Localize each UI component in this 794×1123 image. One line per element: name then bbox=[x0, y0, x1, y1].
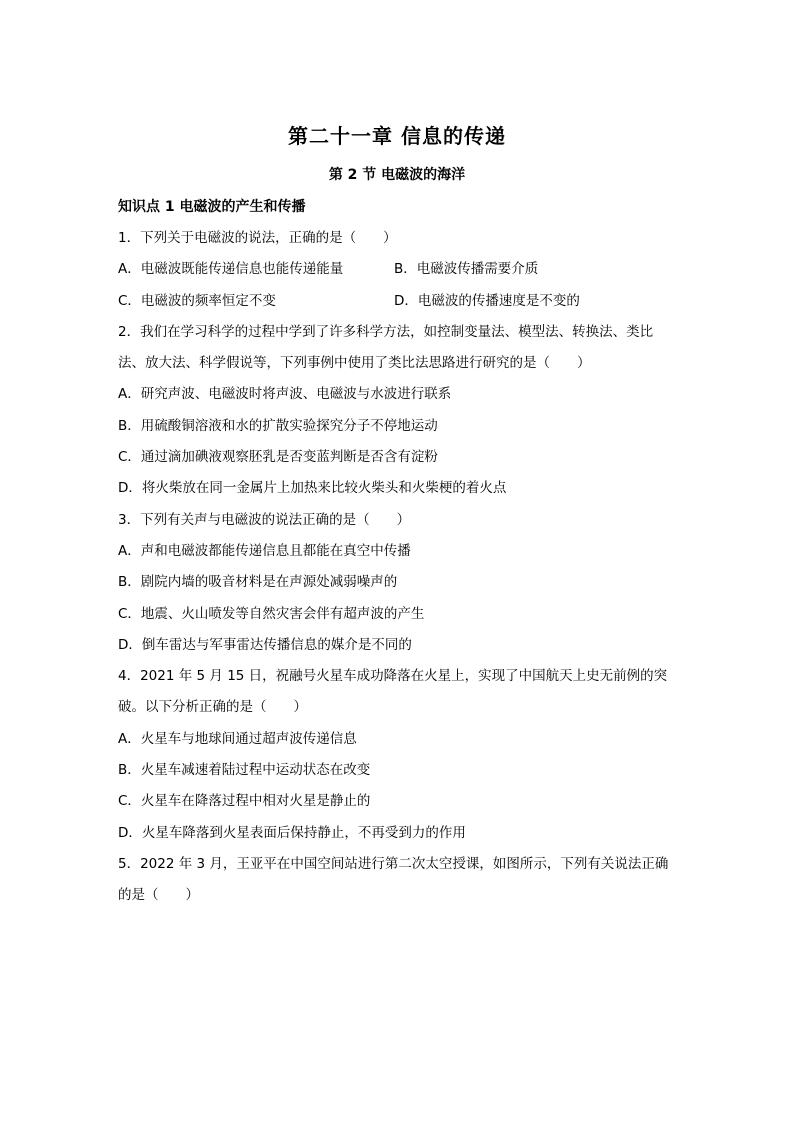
question-4-stem-line-1: 4．2021 年 5 月 15 日，祝融号火星车成功降落在火星上，实现了中国航天上史无前例的突 bbox=[118, 668, 668, 685]
knowledge-point-heading: 知识点 1 电磁波的产生和传播 bbox=[118, 199, 306, 215]
question-4-option-d: D．火星车降落到火星表面后保持静止，不再受到力的作用 bbox=[118, 824, 466, 841]
question-2-option-b: B．用硫酸铜溶液和水的扩散实验探究分子不停地运动 bbox=[118, 417, 438, 434]
question-5-stem-line-2: 的是（ ） bbox=[118, 887, 199, 904]
question-2-stem-line-2: 法、放大法、科学假说等，下列事例中使用了类比法思路进行研究的是（ ） bbox=[118, 355, 591, 372]
option-a: A．电磁波既能传递信息也能传递能量 bbox=[118, 261, 344, 278]
question-3-option-c: C．地震、火山喷发等自然灾害会伴有超声波的产生 bbox=[118, 605, 425, 622]
question-3-option-a: A．声和电磁波都能传递信息且都能在真空中传播 bbox=[118, 542, 411, 559]
option-c: C．电磁波的频率恒定不变 bbox=[118, 292, 276, 309]
question-1-options-row-1 bbox=[118, 254, 688, 285]
questions-content bbox=[118, 223, 688, 912]
question-2-stem-line-1: 2．我们在学习科学的过程中学到了许多科学方法，如控制变量法、模型法、转换法、类比 bbox=[118, 323, 654, 340]
question-4-option-c: C．火星车在降落过程中相对火星是静止的 bbox=[118, 793, 371, 810]
question-5-stem-line-1: 5．2022 年 3 月，王亚平在中国空间站进行第二次太空授课，如图所示，下列有关说法正确 bbox=[118, 855, 669, 872]
question-3-option-b: B．剧院内墙的吸音材料是在声源处减弱噪声的 bbox=[118, 574, 398, 591]
question-1-stem: 1．下列关于电磁波的说法，正确的是（ ） bbox=[118, 230, 397, 246]
question-1-options-row-2 bbox=[118, 286, 688, 317]
question-4-stem-line-2: 破。以下分析正确的是（ ） bbox=[118, 699, 307, 716]
question-2-option-a: A．研究声波、电磁波时将声波、电磁波与水波进行联系 bbox=[118, 386, 452, 403]
option-d: D．电磁波的传播速度是不变的 bbox=[394, 292, 580, 309]
chapter-title: 第二十一章 信息的传递 bbox=[288, 124, 506, 148]
section-title: 第 2 节 电磁波的海洋 bbox=[328, 167, 466, 183]
question-2-option-c: C．通过滴加碘液观察胚乳是否变蓝判断是否含有淀粉 bbox=[118, 449, 438, 466]
option-b: B．电磁波传播需要介质 bbox=[394, 261, 539, 278]
question-4-option-b: B．火星车减速着陆过程中运动状态在改变 bbox=[118, 762, 371, 779]
question-2-option-d: D．将火柴放在同一金属片上加热来比较火柴头和火柴梗的着火点 bbox=[118, 480, 507, 497]
question-3-stem: 3．下列有关声与电磁波的说法正确的是（ ） bbox=[118, 511, 411, 528]
question-4-option-a: A．火星车与地球间通过超声波传递信息 bbox=[118, 730, 357, 747]
question-3-option-d: D．倒车雷达与军事雷达传播信息的媒介是不同的 bbox=[118, 636, 412, 653]
